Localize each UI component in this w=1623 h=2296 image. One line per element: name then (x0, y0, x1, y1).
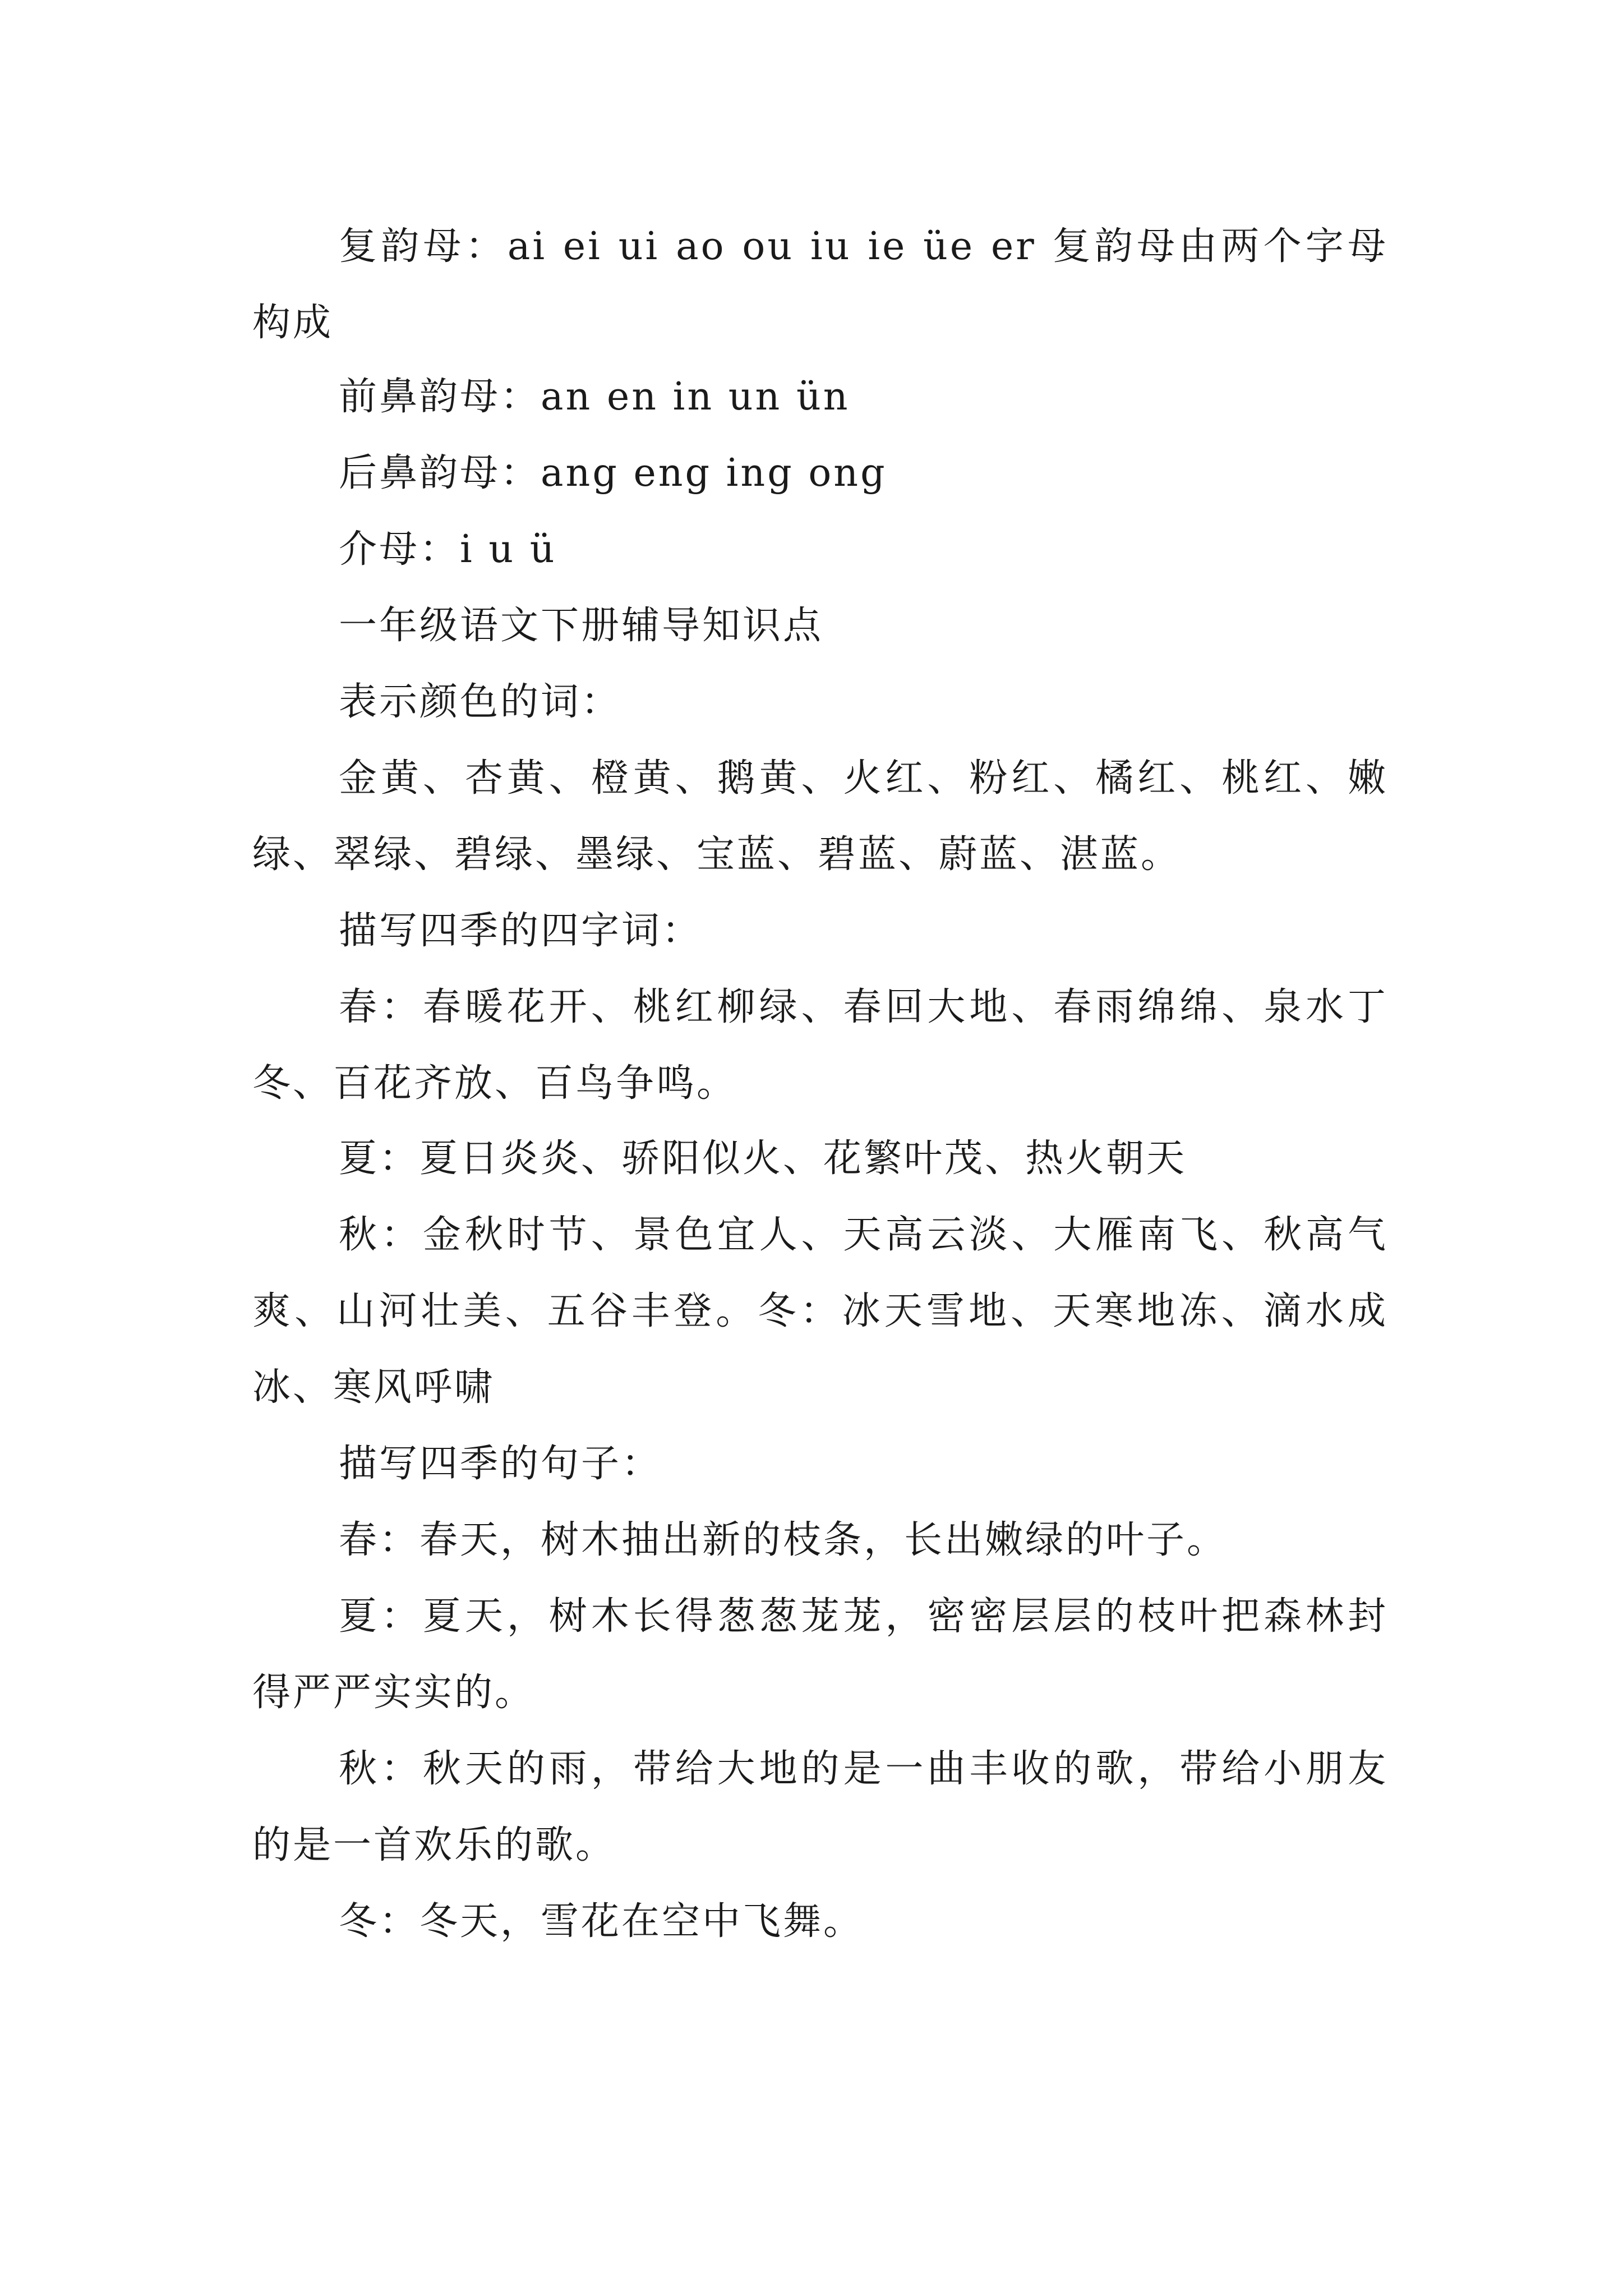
paragraph-spring-idioms: 春：春暖花开、桃红柳绿、春回大地、春雨绵绵、泉水丁冬、百花齐放、百鸟争鸣。 (252, 985, 1388, 1106)
paragraph-medials: 介母：i u ü (339, 527, 557, 572)
section-heading: 一年级语文下册辅导知识点 (339, 604, 824, 648)
paragraph-color-words: 金黄、杏黄、橙黄、鹅黄、火红、粉红、橘红、桃红、嫩绿、翠绿、碧绿、墨绿、宝蓝、碧蓝、蔚蓝、湛蓝。 (252, 756, 1388, 877)
paragraph-spring-sentence: 春：春天，树木抽出新的枝条，长出嫩绿的叶子。 (339, 1518, 1228, 1562)
paragraph-compound-finals: 复韵母：ai ei ui ao ou iu ie üe er 复韵母由两个字母构成 (252, 224, 1388, 345)
paragraph-summer-idioms: 夏：夏日炎炎、骄阳似火、花繁叶茂、热火朝天 (339, 1137, 1187, 1181)
paragraph-season-idioms-heading: 描写四季的四字词： (339, 909, 703, 953)
paragraph-back-nasal-finals: 后鼻韵母：ang eng ing ong (339, 451, 887, 495)
paragraph-autumn-winter-idioms: 秋：金秋时节、景色宜人、天高云淡、大雁南飞、秋高气爽、山河壮美、五谷丰登。冬：冰天雪地、天寒地冻、滴水成冰、寒风呼啸 (252, 1213, 1388, 1410)
paragraph-winter-sentence: 冬：冬天，雪花在空中飞舞。 (339, 1899, 864, 1944)
paragraph-season-sentences-heading: 描写四季的句子： (339, 1442, 662, 1486)
paragraph-autumn-sentence: 秋：秋天的雨，带给大地的是一曲丰收的歌，带给小朋友的是一首欢乐的歌。 (252, 1747, 1388, 1867)
paragraph-color-words-heading: 表示颜色的词： (339, 680, 622, 724)
paragraph-summer-sentence: 夏：夏天，树木长得葱葱茏茏，密密层层的枝叶把森林封得严严实实的。 (252, 1594, 1388, 1715)
paragraph-front-nasal-finals: 前鼻韵母：an en in un ün (339, 375, 850, 419)
